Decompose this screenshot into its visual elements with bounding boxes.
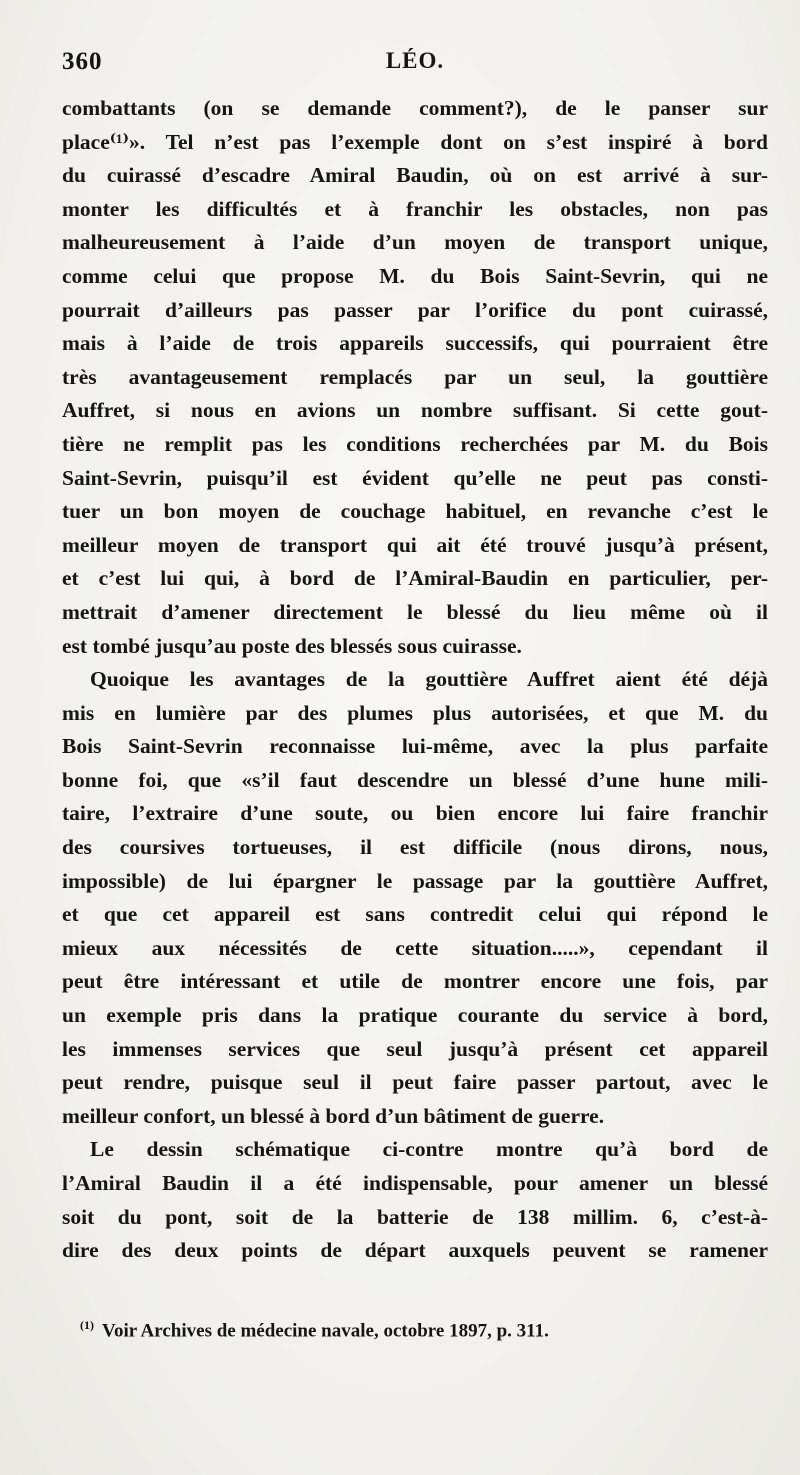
text-line: Bois Saint-Sevrin reconnaisse lui-même, avec la plus parfaite (62, 734, 768, 759)
text-line: Saint-Sevrin, puisqu’il est évident qu’elle ne peut pas consti- (62, 465, 768, 490)
text-line: Auffret, si nous en avions un nombre suffisant. Si cette gout- (62, 398, 768, 423)
text-line: Quoique les avantages de la gouttière Auffret aient été déjà (90, 667, 768, 692)
text-line: meilleur confort, un blessé à bord d’un bâtiment de guerre. (62, 1103, 605, 1128)
text-line: monter les difficultés et à franchir les obstacles, non pas (62, 196, 768, 221)
text-line: un exemple pris dans la pratique courante du service à bord, (62, 1003, 768, 1028)
text-line: peut être intéressant et utile de montrer encore une fois, par (62, 969, 768, 994)
text-line: pourrait d’ailleurs pas passer par l’orifice du pont cuirassé, (62, 297, 768, 322)
text-line: mais à l’aide de trois appareils successifs, qui pourraient être (62, 331, 768, 356)
text-line: tuer un bon moyen de couchage habituel, en revanche c’est le (62, 499, 768, 524)
running-title: LÉO. (385, 48, 445, 73)
text-line: les immenses services que seul jusqu’à présent cet appareil (62, 1036, 768, 1061)
footnote-marker: (1) (80, 1318, 94, 1332)
text-line: malheureusement à l’aide d’un moyen de transport unique, (62, 230, 768, 255)
text-line: l’Amiral Baudin il a été indispensable, pour amener un blessé (62, 1171, 768, 1195)
text-line: très avantageusement remplacés par un seul, la gouttière (62, 364, 768, 389)
text-line: place⁽¹⁾». Tel n’est pas l’exemple dont on s’est inspiré à bord (62, 129, 768, 154)
text-line: comme celui que propose M. du Bois Saint-Sevrin, qui ne (62, 263, 768, 288)
page-header (62, 48, 768, 88)
text-line: du cuirassé d’escadre Amiral Baudin, où on est arrivé à sur- (62, 163, 768, 188)
text-line: taire, l’extraire d’une soute, ou bien encore lui faire franchir (62, 801, 768, 826)
text-line: et que cet appareil est sans contredit celui qui répond le (62, 902, 768, 927)
page-number: 360 (62, 48, 103, 75)
text-line: Le dessin schématique ci-contre montre qu’à bord de (90, 1137, 768, 1162)
text-line: tière ne remplit pas les conditions recherchées par M. du Bois (62, 431, 768, 456)
text-line: mieux aux nécessités de cette situation.....», cependant il (62, 935, 768, 960)
text-line: et c’est lui qui, à bord de l’Amiral-Baudin en particulier, per- (62, 566, 768, 591)
text-line: dire des deux points de départ auxquels peuvent se ramener (62, 1238, 768, 1263)
text-line: peut rendre, puisque seul il peut faire passer partout, avec le (62, 1070, 768, 1095)
text-line: est tombé jusqu’au poste des blessés sous cuirasse. (62, 633, 522, 658)
text-line: mettrait d’amener directement le blessé du lieu même où il (62, 599, 768, 624)
footnote-text: Voir Archives de médecine navale, octobre 1897, p. 311. (102, 1320, 549, 1342)
text-line: combattants (on se demande comment?), de le panser sur (62, 96, 768, 120)
text-line: mis en lumière par des plumes plus autorisées, et que M. du (62, 700, 768, 725)
footnote (80, 1318, 760, 1342)
body-text (62, 92, 768, 1268)
text-line: bonne foi, que «s’il faut descendre un blessé d’une hune mili- (62, 767, 768, 792)
text-line: des coursives tortueuses, il est difficile (nous dirons, nous, (62, 835, 768, 860)
text-line: impossible) de lui épargner le passage par la gouttière Auffret, (62, 868, 768, 893)
text-line: meilleur moyen de transport qui ait été trouvé jusqu’à présent, (62, 532, 768, 557)
text-line: soit du pont, soit de la batterie de 138 millim. 6, c’est-à- (62, 1204, 768, 1229)
